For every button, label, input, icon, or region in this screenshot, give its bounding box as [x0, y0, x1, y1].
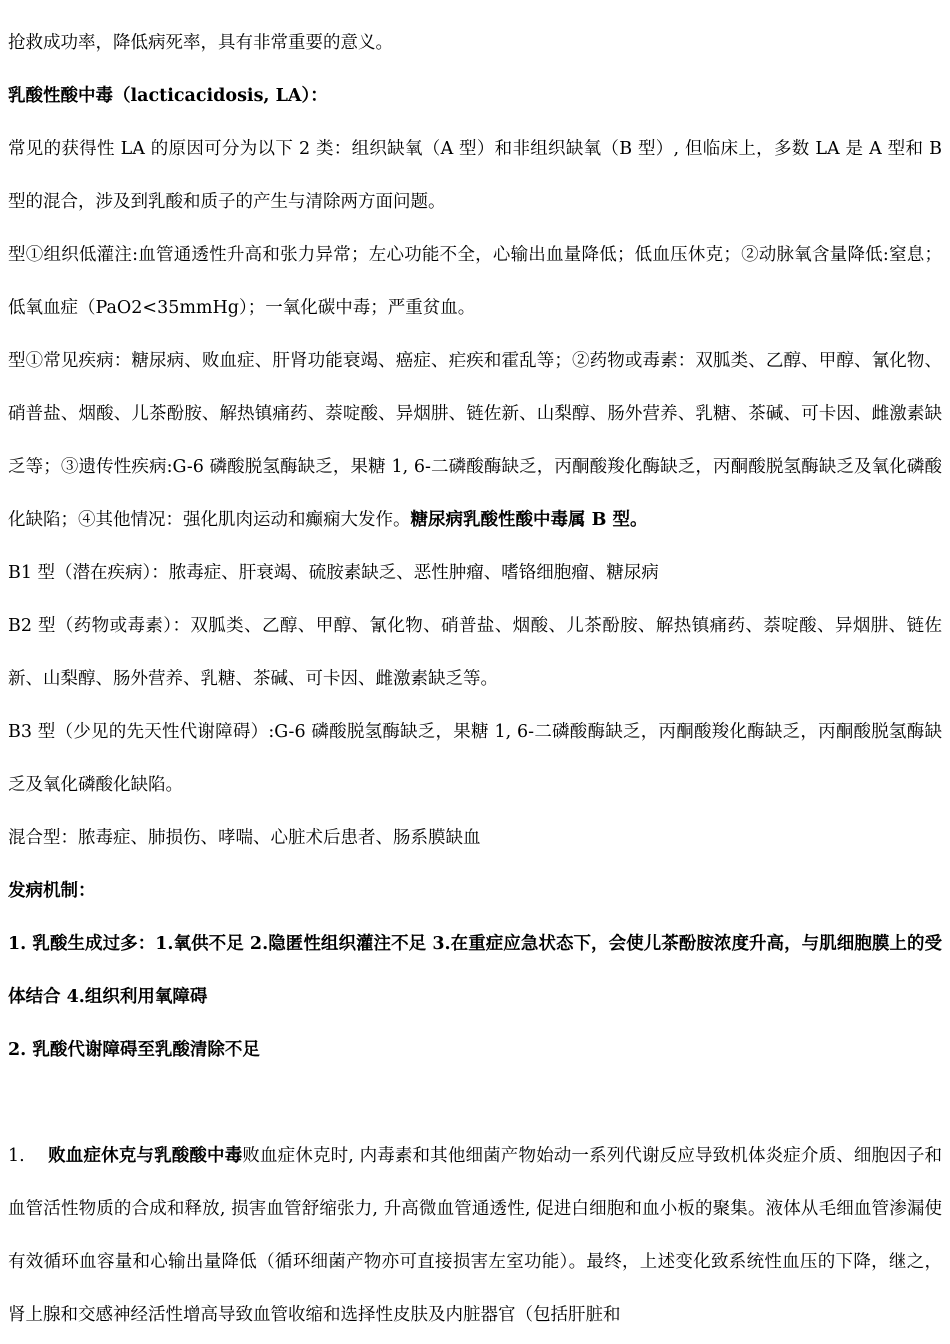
paragraph-mixed: 混合型：脓毒症、肺损伤、哮喘、心脏术后患者、肠系膜缺血 — [8, 828, 481, 848]
heading-pathogenesis: 发病机制： — [8, 881, 96, 901]
heading-lactic-acidosis: 乳酸性酸中毒（lacticacidosis, LA）： — [8, 86, 328, 106]
blank-line — [8, 1077, 942, 1130]
list-item-lactate-clearance: 2. 乳酸代谢障碍至乳酸清除不足 — [8, 1040, 260, 1060]
paragraph-septic-shock — [8, 1130, 942, 1342]
paragraph-b2: B2 型（药物或毒素）：双胍类、乙醇、甲醇、氰化物、硝普盐、烟酸、儿茶酚胺、解热镇痛药、萘啶酸、异烟肼、链佐新、山梨醇、肠外营养、乳糖、茶碱、可卡因、雌激素缺乏等。 — [8, 616, 942, 689]
type-b-text: 型①常见疾病：糖尿病、败血症、肝肾功能衰竭、癌症、疟疾和霍乱等；②药物或毒素：双胍类、乙醇、甲醇、氰化物、硝普盐、烟酸、儿茶酚胺、解热镇痛药、萘啶酸、异烟肼、链佐新、山梨醇、肠外营养、乳糖、茶碱、可卡因、雌激素缺乏等；③遗传性疾病:G-6 磷酸脱氢酶缺乏，果糖 1, 6-二磷酸酶缺乏，丙酮酸羧化酶缺乏，丙酮酸脱氢酶缺乏及氧化磷酸化缺陷；④其他情况：强化肌肉运动和癫痫大发作。 — [8, 351, 942, 530]
paragraph-b1: B1 型（潜在疾病）：脓毒症、肝衰竭、硫胺素缺乏、恶性肿瘤、嗜铬细胞瘤、糖尿病 — [8, 563, 659, 583]
paragraph-type-a: 型①组织低灌注:血管通透性升高和张力异常；左心功能不全，心输出血量降低；低血压休克；②动脉氧含量降低:窒息；低氧血症（PaO2<35mmHg）；一氧化碳中毒；严重贫血。 — [8, 245, 942, 318]
list-number: 1. — [8, 1146, 25, 1166]
paragraph-intro: 抢救成功率，降低病死率，具有非常重要的意义。 — [8, 33, 393, 53]
paragraph-type-b — [8, 335, 942, 547]
type-b-bold-note: 糖尿病乳酸性酸中毒属 B 型。 — [410, 510, 648, 530]
septic-shock-text: 败血症休克时, 内毒素和其他细菌产物始动一系列代谢反应导致机体炎症介质、细胞因子和血管活性物质的合成和释放, 损害血管舒缩张力, 升高微血管通透性, 促进白细胞和血小板的聚集。液体从毛细血管渗漏使有效循环血容量和心输出量降低（循环细菌产物亦可直接损害左室功能）。最终，上述变化致系统性血压的下降，继之，肾上腺和交感神经活性增高导致血管收缩和选择性皮肤及内脏器官（包括肝脏和 — [8, 1146, 943, 1325]
list-item-lactate-overproduction: 1. 乳酸生成过多：1.氧供不足 2.隐匿性组织灌注不足 3.在重症应急状态下，会使儿茶酚胺浓度升高，与肌细胞膜上的受体结合 4.组织利用氧障碍 — [8, 934, 942, 1007]
paragraph-causes: 常见的获得性 LA 的原因可分为以下 2 类：组织缺氧（A 型）和非组织缺氧（B 型）, 但临床上，多数 LA 是 A 型和 B 型的混合，涉及到乳酸和质子的产生与清除两方面问题。 — [8, 139, 942, 212]
septic-shock-heading: 败血症休克与乳酸酸中毒 — [48, 1146, 243, 1166]
paragraph-b3: B3 型（少见的先天性代谢障碍）:G-6 磷酸脱氢酶缺乏，果糖 1, 6-二磷酸酶缺乏，丙酮酸羧化酶缺乏，丙酮酸脱氢酶缺乏及氧化磷酸化缺陷。 — [8, 722, 942, 795]
